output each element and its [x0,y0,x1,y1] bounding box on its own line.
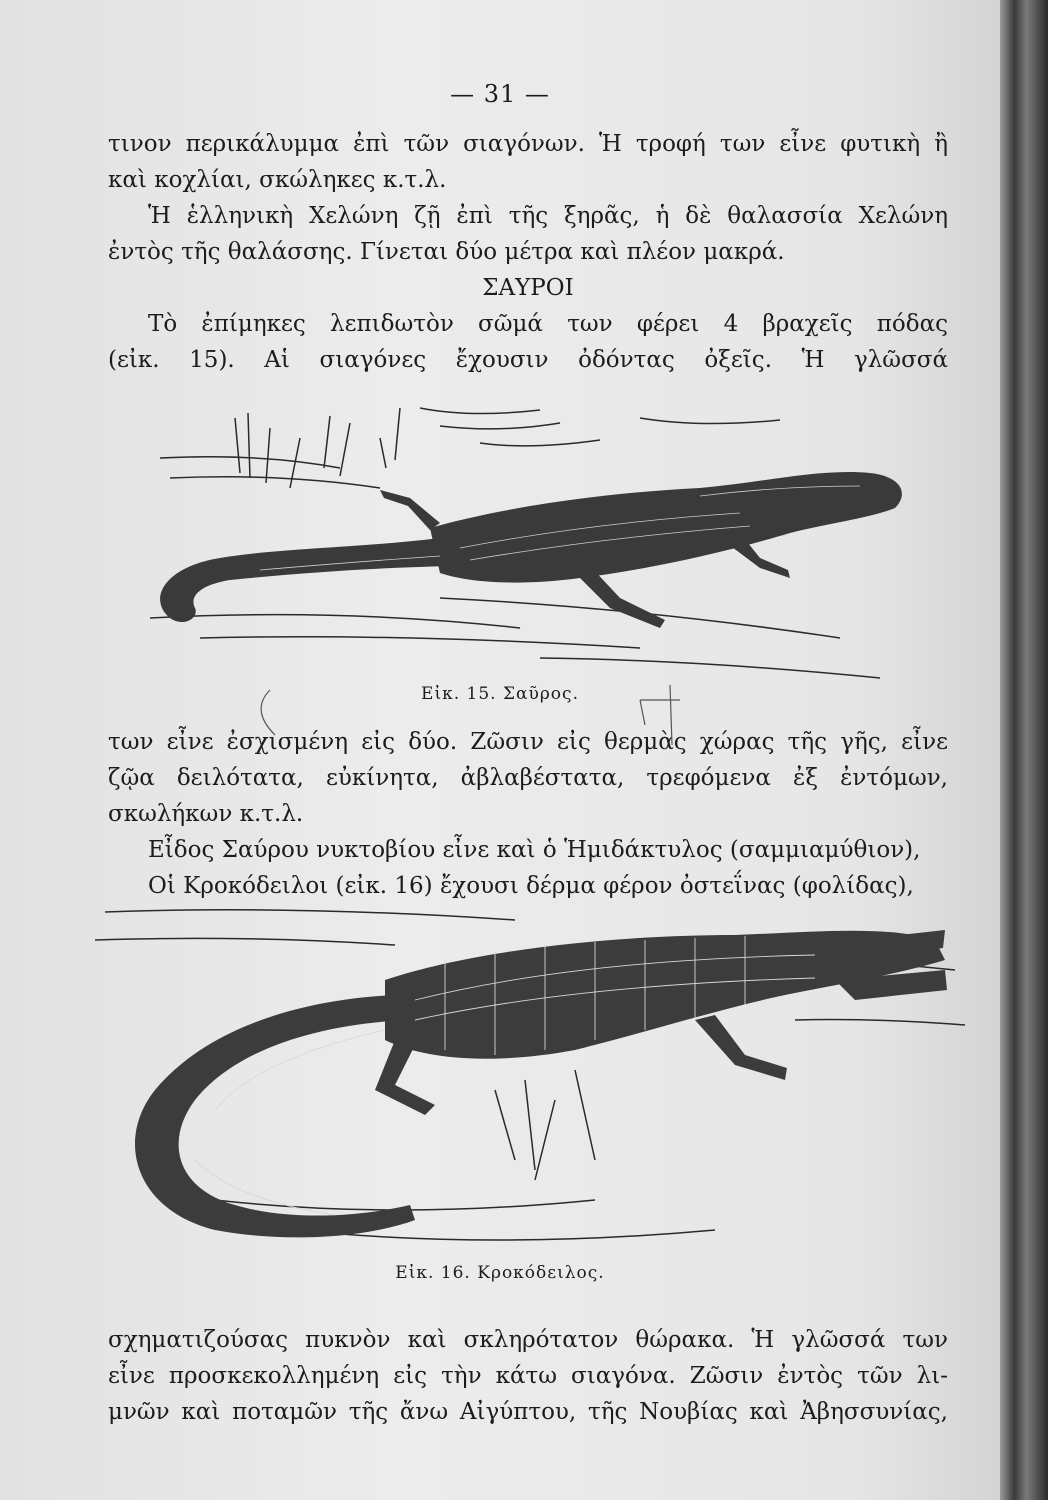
crocodile-illustration [95,900,975,1270]
text-block-top [108,126,948,378]
text-line: τινον περικάλυμμα ἐπὶ τῶν σιαγόνων. Ἡ τροφή των εἶνε φυτικὴ ἢ [108,131,948,157]
text-line: Εἶδος Σαύρου νυκτοβίου εἶνε καὶ ὁ Ἡμιδάκτυλος (σαμμιαμύθιον), [148,837,921,863]
text-line: σκωλήκων κ.τ.λ. [108,801,304,827]
text-line: Ἡ ἑλληνικὴ Χελώνη ζῇ ἐπὶ τῆς ξηρᾶς, ἡ δὲ θαλασσία Χελώνη [148,203,948,229]
text-line: των εἶνε ἐσχισμένη εἰς δύο. Ζῶσιν εἰς θερμὰς χώρας τῆς γῆς, εἶνε [108,729,948,755]
text-line: Τὸ ἐπίμηκες λεπιδωτὸν σῶμά των φέρει 4 βραχεῖς πόδας [148,311,948,337]
text-line: Οἱ Κροκόδειλοι (εἰκ. 16) ἔχουσι δέρμα φέρον ὀστεΐνας (φολίδας), [148,873,914,899]
text-line: καὶ κοχλίαι, σκώληκες κ.τ.λ. [108,167,447,193]
figure-15-caption: Εἰκ. 15. Σαῦρος. [421,684,579,704]
pencil-marks [240,680,740,750]
lizard-illustration [140,398,920,688]
page-edge-binding [1000,0,1048,1500]
text-line: ἐντὸς τῆς θαλάσσης. Γίνεται δύο μέτρα καὶ πλέον μακρά. [108,239,785,265]
text-line: εἶνε προσκεκολλημένη εἰς τὴν κάτω σιαγόνα. Ζῶσιν ἐντὸς τῶν λι- [108,1363,948,1389]
page-number: — 31 — [450,80,550,108]
text-line: ζῷα δειλότατα, εὐκίνητα, ἀβλαβέστατα, τρεφόμενα ἐξ ἐντόμων, [108,765,948,791]
section-heading: ΣΑΥΡΟΙ [482,275,574,301]
text-block-middle [108,724,948,904]
text-block-bottom [108,1322,948,1430]
text-line: (εἰκ. 15). Αἱ σιαγόνες ἔχουσιν ὀδόντας ὀξεῖς. Ἡ γλῶσσά [108,347,948,373]
text-line: μνῶν καὶ ποταμῶν τῆς ἄνω Αἰγύπτου, τῆς Νουβίας καὶ Ἀβησσυνίας, [108,1399,948,1425]
text-line: σχηματιζούσας πυκνὸν καὶ σκληρότατον θώρακα. Ἡ γλῶσσά των [108,1327,948,1353]
figure-16-caption: Εἰκ. 16. Κροκόδειλος. [395,1263,605,1283]
